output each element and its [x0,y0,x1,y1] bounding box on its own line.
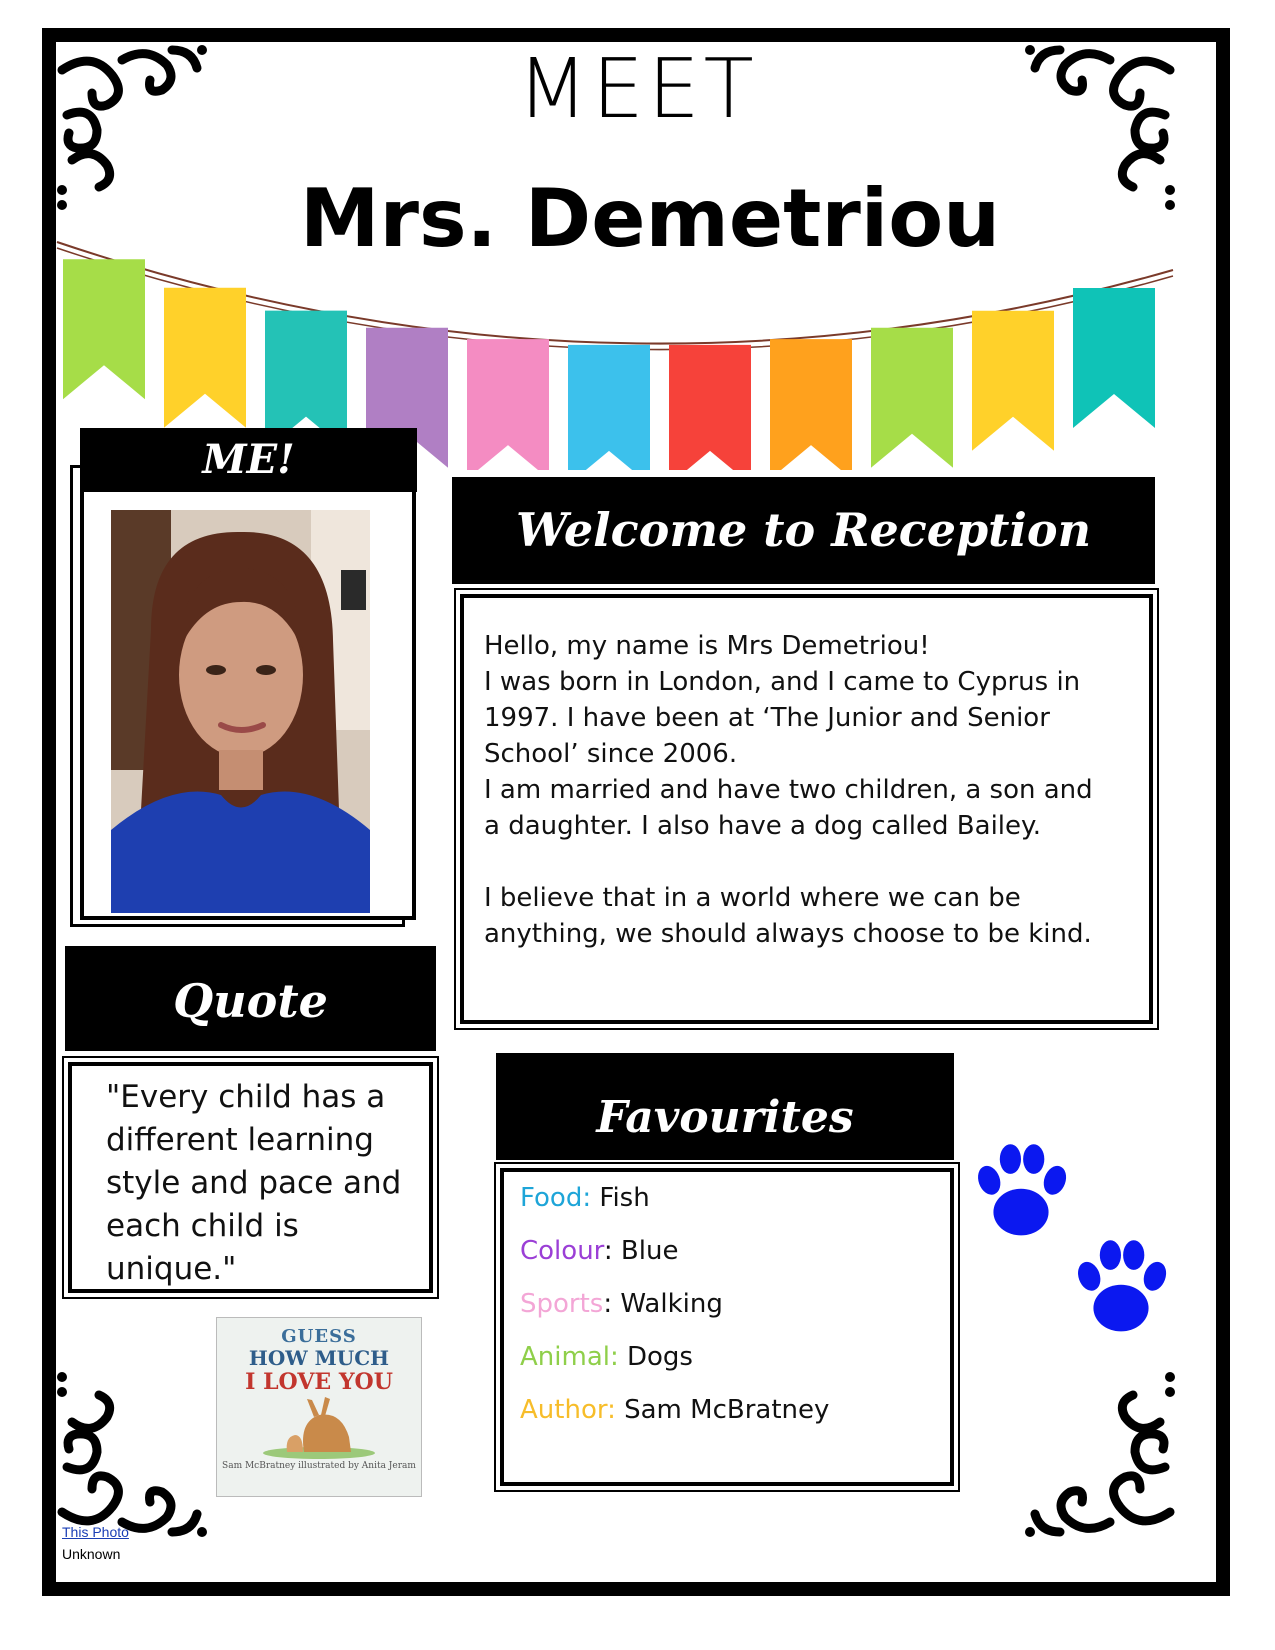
bunting-flag [164,288,246,428]
favourite-label: Colour [520,1236,604,1266]
welcome-line: 1997. I have been at ‘The Junior and Senior [484,703,1050,733]
book-title-line1: GUESS [281,1326,357,1347]
favourite-author [520,1384,950,1437]
favourite-value: Sam McBratney [615,1395,830,1425]
bunting-flag [63,259,145,399]
corner-swirl-bottom-right [1010,1372,1180,1542]
quote-line: "Every child has a [106,1079,386,1115]
favourite-value: Dogs [618,1342,693,1372]
welcome-line: a daughter. I also have a dog called Bailey. [484,811,1041,841]
quote-text [106,1076,429,1291]
quote-box [68,1062,433,1293]
me-header [80,428,417,492]
welcome-line: I was born in London, and I came to Cyprus in [484,667,1081,697]
hares-illustration [259,1397,379,1459]
bunting-flag [467,339,549,470]
favourite-label: Animal: [520,1342,619,1372]
bunting-flag [1073,288,1155,428]
favourites-header [496,1053,954,1160]
bunting-flag [871,328,953,468]
welcome-text [484,628,1149,952]
quote-line: each child is [106,1208,299,1244]
favourite-animal [520,1331,950,1384]
favourites-box [500,1168,954,1486]
favourite-label: Food: [520,1183,592,1213]
bunting-flag [770,339,852,470]
bunting-flag [669,345,751,470]
welcome-header [452,477,1155,584]
book-title-line2: HOW MUCH [248,1346,390,1370]
welcome-line: School’ since 2006. [484,739,738,769]
favourite-value: : Walking [603,1289,723,1319]
quote-header [65,946,436,1051]
title-meet: MEET [517,42,758,137]
welcome-line: Hello, my name is Mrs Demetriou! [484,631,930,661]
photo-credit-text: Unknown [62,1546,121,1562]
welcome-header-label: Welcome to Reception [515,503,1092,557]
me-header-label: ME! [202,436,295,483]
portrait-photo [111,510,370,913]
quote-header-label: Quote [173,974,328,1028]
favourite-value: : Blue [603,1236,679,1266]
favourite-food [520,1172,950,1225]
favourites-header-label: Favourites [596,1092,854,1143]
welcome-box [460,594,1153,1024]
welcome-line: anything, we should always choose to be kind. [484,919,1092,949]
favourite-sports [520,1278,950,1331]
page-title: Mrs. Demetriou [299,172,1001,265]
favourite-colour [520,1225,950,1278]
quote-line: style and pace and [106,1165,402,1201]
paw-print-icon [1068,1236,1174,1342]
favourite-value: Fish [591,1183,650,1213]
favourite-label: Author: [520,1395,616,1425]
book-credits: Sam McBratney illustrated by Anita Jeram [222,1461,416,1471]
welcome-line: I am married and have two children, a son and [484,775,1093,805]
bunting-flag [568,345,650,470]
quote-line: unique." [106,1251,237,1287]
book-title-line3: I LOVE YOU [245,1369,393,1395]
book-cover [216,1317,422,1497]
welcome-line [484,844,1149,880]
paw-print-icon [968,1140,1074,1246]
bunting-flag [972,311,1054,451]
welcome-line: I believe that in a world where we can be [484,883,1021,913]
corner-swirl-bottom-left [52,1372,222,1542]
quote-line: different learning [106,1122,374,1158]
favourite-label: Sports [520,1289,604,1319]
photo-credit-link[interactable]: This Photo [62,1524,129,1540]
